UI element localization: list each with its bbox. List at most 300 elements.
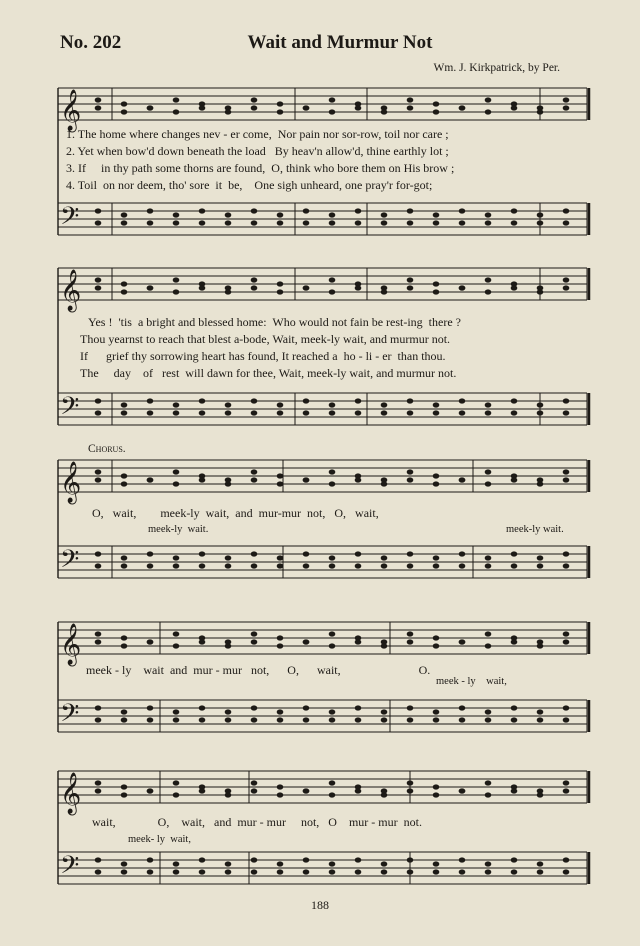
note-head bbox=[199, 857, 206, 862]
note-head bbox=[251, 208, 258, 213]
note-head bbox=[277, 481, 284, 486]
note-head bbox=[277, 563, 284, 568]
note-head bbox=[225, 555, 232, 560]
note-head bbox=[537, 289, 544, 294]
note-head bbox=[147, 285, 154, 290]
note-head bbox=[459, 857, 466, 862]
note-head bbox=[225, 212, 232, 217]
note-head bbox=[563, 477, 570, 482]
note-head bbox=[485, 289, 492, 294]
note-head bbox=[407, 869, 414, 874]
note-head bbox=[563, 398, 570, 403]
note-head bbox=[173, 555, 180, 560]
treble-clef-icon: 𝄞 bbox=[60, 773, 82, 814]
note-head bbox=[329, 97, 336, 102]
note-head bbox=[147, 717, 154, 722]
note-head bbox=[251, 97, 258, 102]
note-head bbox=[303, 717, 310, 722]
note-head bbox=[329, 469, 336, 474]
note-head bbox=[459, 717, 466, 722]
note-head bbox=[121, 869, 128, 874]
note-head bbox=[277, 555, 284, 560]
note-head bbox=[121, 109, 128, 114]
note-head bbox=[95, 788, 102, 793]
note-head bbox=[329, 481, 336, 486]
note-head bbox=[303, 477, 310, 482]
note-head bbox=[485, 109, 492, 114]
note-head bbox=[147, 208, 154, 213]
treble-clef-icon: 𝄞 bbox=[60, 462, 82, 503]
note-head bbox=[355, 410, 362, 415]
note-head bbox=[95, 398, 102, 403]
note-head bbox=[355, 220, 362, 225]
note-head bbox=[407, 563, 414, 568]
note-head bbox=[407, 477, 414, 482]
note-head bbox=[277, 792, 284, 797]
note-head bbox=[251, 705, 258, 710]
note-head bbox=[147, 220, 154, 225]
chorus-bass-line-1a: meek-ly wait. bbox=[148, 524, 209, 535]
note-head bbox=[511, 477, 518, 482]
note-head bbox=[485, 212, 492, 217]
note-head bbox=[563, 469, 570, 474]
note-head bbox=[511, 717, 518, 722]
note-head bbox=[95, 639, 102, 644]
note-head bbox=[563, 780, 570, 785]
note-head bbox=[121, 643, 128, 648]
note-head bbox=[199, 477, 206, 482]
note-head bbox=[511, 220, 518, 225]
note-head bbox=[121, 402, 128, 407]
note-head bbox=[537, 402, 544, 407]
verse-3-line-1: 3. If in thy path some thorns are found, O, think who bore them on His brow ; bbox=[66, 161, 455, 175]
note-head bbox=[407, 857, 414, 862]
note-head bbox=[225, 709, 232, 714]
note-head bbox=[225, 861, 232, 866]
note-head bbox=[433, 281, 440, 286]
note-head bbox=[355, 857, 362, 862]
note-head bbox=[433, 869, 440, 874]
note-head bbox=[459, 551, 466, 556]
note-head bbox=[95, 105, 102, 110]
note-head bbox=[95, 857, 102, 862]
note-head bbox=[537, 212, 544, 217]
note-head bbox=[95, 551, 102, 556]
note-head bbox=[225, 109, 232, 114]
note-head bbox=[121, 717, 128, 722]
note-head bbox=[303, 563, 310, 568]
note-head bbox=[329, 289, 336, 294]
note-head bbox=[563, 277, 570, 282]
note-head bbox=[147, 410, 154, 415]
note-head bbox=[485, 469, 492, 474]
note-head bbox=[277, 281, 284, 286]
note-head bbox=[303, 705, 310, 710]
note-head bbox=[95, 563, 102, 568]
note-head bbox=[459, 285, 466, 290]
note-head bbox=[433, 861, 440, 866]
note-head bbox=[225, 220, 232, 225]
note-head bbox=[381, 555, 388, 560]
note-head bbox=[147, 857, 154, 862]
treble-clef-icon: 𝄞 bbox=[60, 270, 82, 311]
note-head bbox=[147, 105, 154, 110]
note-head bbox=[147, 705, 154, 710]
note-head bbox=[537, 109, 544, 114]
note-head bbox=[433, 717, 440, 722]
note-head bbox=[277, 101, 284, 106]
note-head bbox=[147, 869, 154, 874]
note-head bbox=[459, 105, 466, 110]
note-head bbox=[173, 97, 180, 102]
note-head bbox=[121, 555, 128, 560]
note-head bbox=[225, 643, 232, 648]
note-head bbox=[95, 869, 102, 874]
page-number: 188 bbox=[311, 898, 329, 912]
note-head bbox=[511, 857, 518, 862]
note-head bbox=[303, 857, 310, 862]
note-head bbox=[199, 208, 206, 213]
note-head bbox=[407, 788, 414, 793]
note-head bbox=[485, 780, 492, 785]
chorus-bass-line-1b: meek-ly wait. bbox=[506, 524, 564, 535]
note-head bbox=[199, 285, 206, 290]
chorus-bass-line-3: meek- ly wait, bbox=[128, 834, 191, 845]
note-head bbox=[537, 717, 544, 722]
bass-clef-icon: 𝄢 bbox=[60, 392, 80, 427]
note-head bbox=[95, 631, 102, 636]
note-head bbox=[563, 220, 570, 225]
note-head bbox=[433, 784, 440, 789]
note-head bbox=[563, 705, 570, 710]
note-head bbox=[173, 277, 180, 282]
note-head bbox=[433, 289, 440, 294]
note-head bbox=[485, 402, 492, 407]
note-head bbox=[277, 709, 284, 714]
note-head bbox=[381, 220, 388, 225]
note-head bbox=[563, 788, 570, 793]
note-head bbox=[433, 792, 440, 797]
note-head bbox=[355, 285, 362, 290]
note-head bbox=[173, 717, 180, 722]
note-head bbox=[433, 643, 440, 648]
note-head bbox=[173, 410, 180, 415]
note-head bbox=[95, 469, 102, 474]
note-head bbox=[433, 109, 440, 114]
note-head bbox=[251, 857, 258, 862]
note-head bbox=[459, 220, 466, 225]
note-head bbox=[329, 869, 336, 874]
note-head bbox=[251, 869, 258, 874]
note-head bbox=[459, 788, 466, 793]
note-head bbox=[173, 220, 180, 225]
note-head bbox=[459, 477, 466, 482]
note-head bbox=[199, 788, 206, 793]
verse-4-line-2: The day of rest will dawn for thee, Wait, meek-ly wait, and murmur not. bbox=[80, 366, 457, 380]
note-head bbox=[485, 717, 492, 722]
note-head bbox=[329, 109, 336, 114]
note-head bbox=[563, 631, 570, 636]
note-head bbox=[355, 717, 362, 722]
bass-clef-icon: 𝄢 bbox=[60, 202, 80, 237]
note-head bbox=[225, 869, 232, 874]
note-head bbox=[147, 477, 154, 482]
note-head bbox=[433, 410, 440, 415]
note-head bbox=[485, 643, 492, 648]
note-head bbox=[199, 869, 206, 874]
note-head bbox=[329, 780, 336, 785]
note-head bbox=[563, 869, 570, 874]
note-head bbox=[537, 861, 544, 866]
note-head bbox=[355, 477, 362, 482]
note-head bbox=[537, 410, 544, 415]
note-head bbox=[511, 410, 518, 415]
note-head bbox=[407, 639, 414, 644]
note-head bbox=[381, 212, 388, 217]
note-head bbox=[303, 410, 310, 415]
note-head bbox=[537, 481, 544, 486]
note-head bbox=[563, 410, 570, 415]
note-head bbox=[199, 563, 206, 568]
note-head bbox=[277, 869, 284, 874]
note-head bbox=[485, 277, 492, 282]
note-head bbox=[459, 639, 466, 644]
note-head bbox=[277, 220, 284, 225]
note-head bbox=[407, 705, 414, 710]
note-head bbox=[95, 220, 102, 225]
note-head bbox=[433, 709, 440, 714]
note-head bbox=[329, 402, 336, 407]
note-head bbox=[199, 717, 206, 722]
note-head bbox=[381, 869, 388, 874]
note-head bbox=[199, 220, 206, 225]
note-head bbox=[485, 555, 492, 560]
note-head bbox=[251, 717, 258, 722]
note-head bbox=[407, 97, 414, 102]
note-head bbox=[251, 398, 258, 403]
note-head bbox=[121, 289, 128, 294]
note-head bbox=[95, 477, 102, 482]
note-head bbox=[407, 398, 414, 403]
note-head bbox=[329, 555, 336, 560]
note-head bbox=[407, 717, 414, 722]
note-head bbox=[121, 792, 128, 797]
note-head bbox=[121, 563, 128, 568]
note-head bbox=[537, 869, 544, 874]
note-head bbox=[355, 105, 362, 110]
note-head bbox=[381, 563, 388, 568]
chorus-line-2: meek - ly wait and mur - mur not, O, wait, O. bbox=[86, 663, 431, 677]
note-head bbox=[537, 709, 544, 714]
note-head bbox=[485, 631, 492, 636]
note-head bbox=[511, 639, 518, 644]
note-head bbox=[537, 563, 544, 568]
note-head bbox=[511, 869, 518, 874]
chorus-label: Chorus. bbox=[88, 443, 126, 455]
note-head bbox=[225, 410, 232, 415]
note-head bbox=[225, 717, 232, 722]
chorus-line-3: wait, O, wait, and mur - mur not, O mur - mur not. bbox=[92, 815, 422, 829]
note-head bbox=[199, 705, 206, 710]
note-head bbox=[511, 208, 518, 213]
note-head bbox=[303, 869, 310, 874]
note-head bbox=[303, 285, 310, 290]
note-head bbox=[147, 398, 154, 403]
note-head bbox=[355, 705, 362, 710]
note-head bbox=[121, 709, 128, 714]
note-head bbox=[251, 551, 258, 556]
note-head bbox=[355, 551, 362, 556]
verse-2-line-1: 2. Yet when bow'd down beneath the load By heav'n allow'd, thine earthly lot ; bbox=[66, 144, 449, 158]
note-head bbox=[303, 551, 310, 556]
note-head bbox=[95, 97, 102, 102]
note-head bbox=[251, 788, 258, 793]
note-head bbox=[277, 410, 284, 415]
chorus-line-1: O, wait, meek-ly wait, and mur-mur not, O, wait, bbox=[92, 506, 379, 520]
note-head bbox=[199, 551, 206, 556]
note-head bbox=[173, 109, 180, 114]
note-head bbox=[95, 717, 102, 722]
note-head bbox=[511, 705, 518, 710]
note-head bbox=[173, 402, 180, 407]
note-head bbox=[329, 861, 336, 866]
note-head bbox=[329, 717, 336, 722]
note-head bbox=[121, 784, 128, 789]
note-head bbox=[121, 635, 128, 640]
note-head bbox=[563, 105, 570, 110]
note-head bbox=[433, 555, 440, 560]
note-head bbox=[121, 861, 128, 866]
note-head bbox=[485, 709, 492, 714]
note-head bbox=[173, 861, 180, 866]
note-head bbox=[355, 639, 362, 644]
note-head bbox=[173, 780, 180, 785]
note-head bbox=[173, 631, 180, 636]
note-head bbox=[329, 563, 336, 568]
note-head bbox=[433, 212, 440, 217]
note-head bbox=[251, 220, 258, 225]
note-head bbox=[563, 717, 570, 722]
note-head bbox=[511, 788, 518, 793]
note-head bbox=[303, 208, 310, 213]
note-head bbox=[303, 105, 310, 110]
note-head bbox=[95, 780, 102, 785]
note-head bbox=[407, 208, 414, 213]
note-head bbox=[329, 643, 336, 648]
note-head bbox=[147, 788, 154, 793]
note-head bbox=[303, 788, 310, 793]
note-head bbox=[485, 481, 492, 486]
note-head bbox=[277, 635, 284, 640]
note-head bbox=[121, 473, 128, 478]
note-head bbox=[511, 398, 518, 403]
hymn-number: No. 202 bbox=[60, 32, 122, 53]
note-head bbox=[95, 705, 102, 710]
note-head bbox=[433, 563, 440, 568]
note-head bbox=[147, 551, 154, 556]
note-head bbox=[563, 639, 570, 644]
note-head bbox=[537, 643, 544, 648]
note-head bbox=[277, 109, 284, 114]
note-head bbox=[251, 780, 258, 785]
note-head bbox=[277, 717, 284, 722]
note-head bbox=[355, 788, 362, 793]
note-head bbox=[303, 639, 310, 644]
note-head bbox=[433, 473, 440, 478]
note-head bbox=[459, 705, 466, 710]
note-head bbox=[251, 285, 258, 290]
note-head bbox=[147, 639, 154, 644]
note-head bbox=[407, 551, 414, 556]
note-head bbox=[485, 410, 492, 415]
note-head bbox=[459, 398, 466, 403]
note-head bbox=[381, 410, 388, 415]
note-head bbox=[251, 639, 258, 644]
verse-1-line-2: Yes ! 'tis a bright and blessed home: Who would not fain be rest-ing there ? bbox=[88, 315, 461, 329]
note-head bbox=[277, 784, 284, 789]
note-head bbox=[121, 410, 128, 415]
note-head bbox=[485, 97, 492, 102]
note-head bbox=[173, 289, 180, 294]
note-head bbox=[381, 109, 388, 114]
note-head bbox=[199, 398, 206, 403]
note-head bbox=[121, 220, 128, 225]
note-head bbox=[563, 563, 570, 568]
note-head bbox=[381, 481, 388, 486]
note-head bbox=[329, 631, 336, 636]
verse-4-line-1: 4. Toil on nor deem, tho' sore it be, One sigh unheard, one pray'r for-got; bbox=[66, 178, 433, 192]
note-head bbox=[563, 285, 570, 290]
note-head bbox=[381, 289, 388, 294]
note-head bbox=[277, 402, 284, 407]
note-head bbox=[407, 105, 414, 110]
note-head bbox=[511, 563, 518, 568]
note-head bbox=[381, 709, 388, 714]
note-head bbox=[563, 97, 570, 102]
note-head bbox=[407, 780, 414, 785]
note-head bbox=[251, 105, 258, 110]
note-head bbox=[485, 220, 492, 225]
note-head bbox=[225, 563, 232, 568]
note-head bbox=[121, 481, 128, 486]
note-head bbox=[563, 551, 570, 556]
note-head bbox=[251, 469, 258, 474]
note-head bbox=[407, 631, 414, 636]
note-head bbox=[485, 861, 492, 866]
note-head bbox=[225, 481, 232, 486]
note-head bbox=[459, 410, 466, 415]
note-head bbox=[563, 857, 570, 862]
note-head bbox=[173, 563, 180, 568]
note-head bbox=[95, 208, 102, 213]
note-head bbox=[251, 277, 258, 282]
note-head bbox=[407, 410, 414, 415]
note-head bbox=[121, 101, 128, 106]
note-head bbox=[329, 212, 336, 217]
note-head bbox=[303, 398, 310, 403]
note-head bbox=[537, 220, 544, 225]
note-head bbox=[537, 792, 544, 797]
note-head bbox=[407, 285, 414, 290]
note-head bbox=[537, 555, 544, 560]
note-head bbox=[147, 563, 154, 568]
note-head bbox=[329, 792, 336, 797]
note-head bbox=[511, 285, 518, 290]
note-head bbox=[433, 635, 440, 640]
note-head bbox=[173, 643, 180, 648]
note-head bbox=[225, 792, 232, 797]
note-head bbox=[329, 277, 336, 282]
